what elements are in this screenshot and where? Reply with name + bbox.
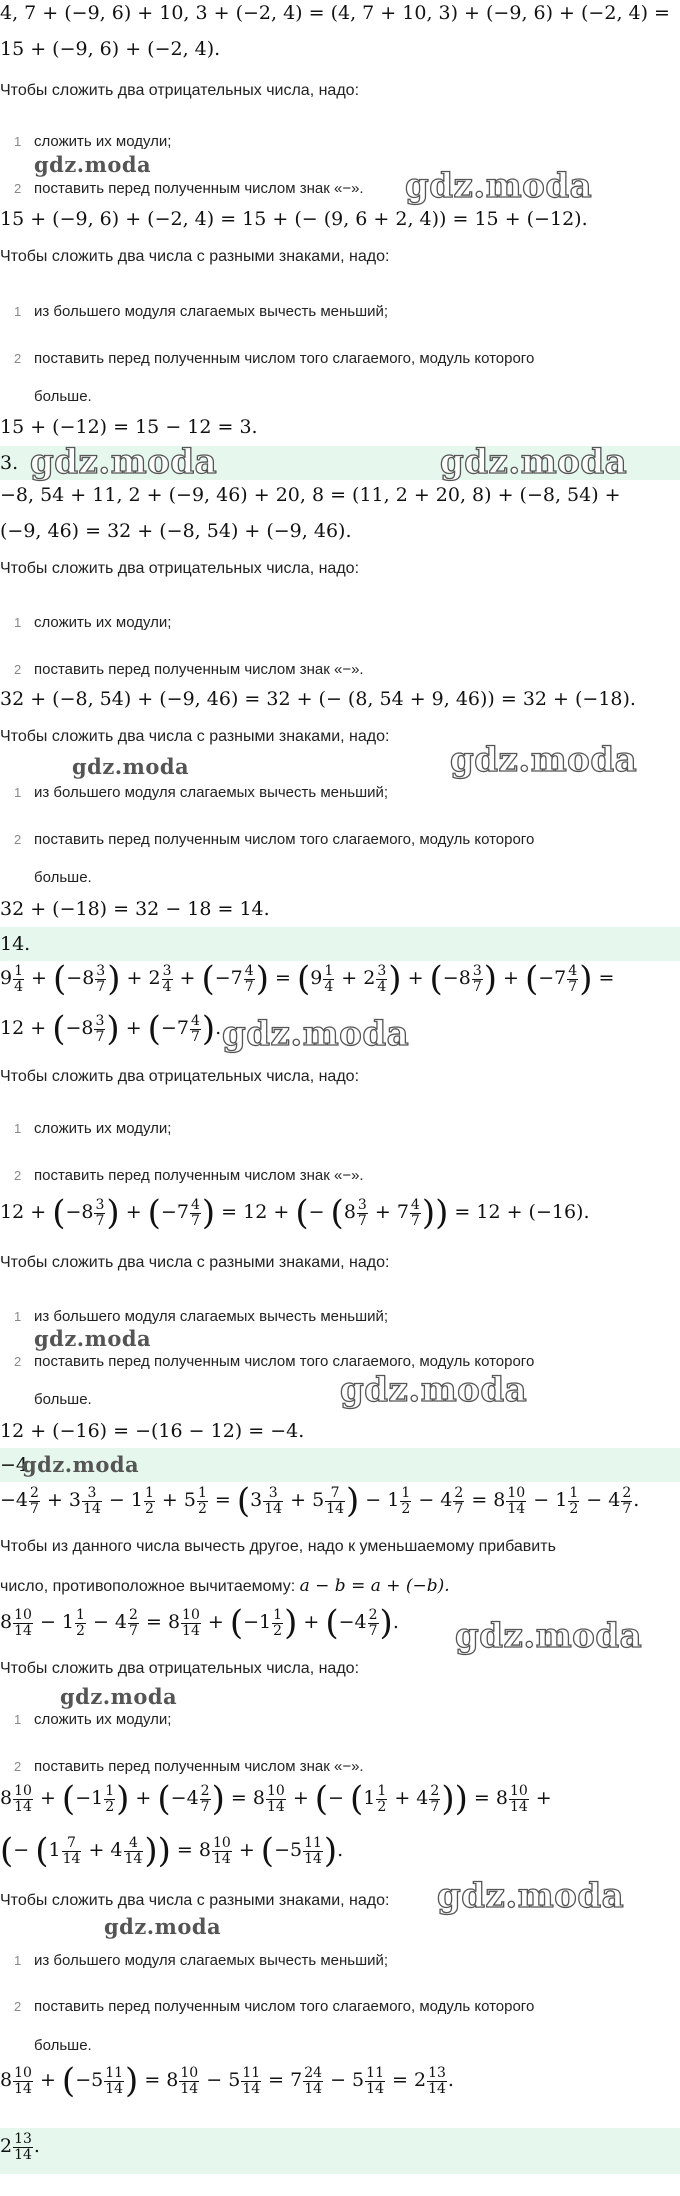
list-item: 1 из большего модуля слагаемых вычесть меньший;	[14, 303, 389, 320]
watermark: gdz.moda	[450, 740, 638, 780]
math-line: (− (1 $\frac{7}{14}$ + 4 $\frac{4}{14}$ )) = 8 $\frac{10}{14}$ + (−5 $\frac{11}{14}$ ).	[0, 1831, 344, 1871]
list-item: 1 из большего модуля слагаемых вычесть меньший;	[14, 1308, 389, 1325]
list-item: 2 поставить перед полученным числом того слагаемого, модуль которого	[14, 350, 535, 367]
list-item: 2 поставить перед полученным числом знак «−».	[14, 661, 364, 678]
list-item: 2 поставить перед полученным числом того слагаемого, модуль которого	[14, 1998, 535, 2015]
math-line: 12 + (−8 $\frac{3}{7}$ ) + (−7 $\frac{4}{7}$ ).	[0, 1009, 222, 1049]
list-item-continuation: больше.	[34, 1391, 92, 1408]
answer: −4	[0, 1454, 29, 1476]
watermark: gdz.moda	[30, 442, 218, 482]
watermark: gdz.moda	[72, 754, 190, 779]
list-item: 1 из большего модуля слагаемых вычесть меньший;	[14, 784, 389, 801]
math-line: (−9, 46) = 32 + (−8, 54) + (−9, 46).	[0, 520, 352, 542]
list-item: 2 поставить перед полученным числом знак «−».	[14, 180, 364, 197]
rule-text: число, противоположное вычитаемому: a − b = a + (−b).	[0, 1576, 450, 1596]
math-line: 8 $\frac{10}{14}$ − 1 $\frac{1}{2}$ − 4 $\frac{2}{7}$ = 8 $\frac{10}{14}$ + (−1 $\frac{1}{2}$ ) + (−4 $\frac{2}{7}$ ).	[0, 1603, 399, 1643]
watermark: gdz.moda	[455, 1616, 643, 1656]
rule-text: Чтобы сложить два числа с разными знаками, надо:	[0, 728, 390, 745]
watermark: gdz.moda	[104, 1914, 222, 1939]
answer-band	[0, 927, 680, 961]
list-item: 2 поставить перед полученным числом того слагаемого, модуль которого	[14, 831, 535, 848]
math-line: 32 + (−8, 54) + (−9, 46) = 32 + (− (8, 54 + 9, 46)) = 32 + (−18).	[0, 688, 636, 710]
watermark: gdz.moda	[22, 1452, 140, 1477]
math-line: 15 + (−12) = 15 − 12 = 3.	[0, 416, 258, 438]
math-line: −8, 54 + 11, 2 + (−9, 46) + 20, 8 = (11, 2 + 20, 8) + (−8, 54) +	[0, 484, 621, 506]
rule-text: Чтобы сложить два числа с разными знаками, надо:	[0, 248, 390, 265]
math-line: 15 + (−9, 6) + (−2, 4) = 15 + (− (9, 6 + 2, 4)) = 15 + (−12).	[0, 208, 588, 230]
watermark: gdz.moda	[222, 1014, 410, 1054]
list-item: 1 сложить их модули;	[14, 614, 172, 631]
rule-text: Чтобы сложить два отрицательных числа, надо:	[0, 82, 360, 99]
list-item: 1 сложить их модули;	[14, 133, 172, 150]
rule-text: Чтобы сложить два отрицательных числа, надо:	[0, 560, 360, 577]
math-line: 15 + (−9, 6) + (−2, 4).	[0, 38, 221, 60]
watermark: gdz.moda	[340, 1370, 528, 1410]
list-item-continuation: больше.	[34, 869, 92, 886]
list-item: 1 сложить их модули;	[14, 1120, 172, 1137]
list-item: 1 из большего модуля слагаемых вычесть меньший;	[14, 1952, 389, 1969]
answer-band	[0, 2128, 680, 2174]
math-line: −4 $\frac{2}{7}$ + 3 $\frac{3}{14}$ − 1 $\frac{1}{2}$ + 5 $\frac{1}{2}$ = (3 $\frac{3}{14}$ + 5 $\frac{7}{14}$ ) − 1 $\frac{1}{2}$ − 4 $\frac{2}{7}$ = 8 $\frac{10}{14}$ − 1 $\frac{1}{2}$ − 4 $\frac{2}{7}$ .	[0, 1481, 640, 1521]
rule-text: Чтобы сложить два числа с разными знаками, надо:	[0, 1892, 390, 1909]
watermark: gdz.moda	[60, 1684, 178, 1709]
list-item: 2 поставить перед полученным числом того слагаемого, модуль которого	[14, 1353, 535, 1370]
answer: 14.	[0, 933, 31, 955]
answer: 2 $\frac{13}{14}$ .	[0, 2131, 40, 2163]
math-line: 8 $\frac{10}{14}$ + (−5 $\frac{11}{14}$ ) = 8 $\frac{10}{14}$ − 5 $\frac{11}{14}$ = 7 $\frac{24}{14}$ − 5 $\frac{11}{14}$ = 2 $\frac{13}{14}$ .	[0, 2061, 454, 2101]
rule-text: Чтобы из данного числа вычесть другое, надо к уменьшаемому прибавить	[0, 1538, 556, 1555]
math-line: 12 + (−16) = −(16 − 12) = −4.	[0, 1420, 305, 1442]
math-line: 32 + (−18) = 32 − 18 = 14.	[0, 898, 270, 920]
rule-text: Чтобы сложить два отрицательных числа, надо:	[0, 1068, 360, 1085]
list-item: 2 поставить перед полученным числом знак «−».	[14, 1167, 364, 1184]
list-item-continuation: больше.	[34, 388, 92, 405]
rule-text: Чтобы сложить два числа с разными знаками, надо:	[0, 1254, 390, 1271]
watermark: gdz.moda	[34, 1326, 152, 1351]
rule-text: Чтобы сложить два отрицательных числа, надо:	[0, 1660, 360, 1677]
math-line: 9 $\frac{1}{4}$ + (−8 $\frac{3}{7}$ ) + 2 $\frac{3}{4}$ + (−7 $\frac{4}{7}$ ) = (9 $\frac{1}{4}$ + 2 $\frac{3}{4}$ ) + (−8 $\frac{3}{7}$ ) + (−7 $\frac{4}{7}$ ) =	[0, 959, 615, 999]
answer: 3.	[0, 452, 19, 474]
list-item-continuation: больше.	[34, 2037, 92, 2054]
math-line: 4, 7 + (−9, 6) + 10, 3 + (−2, 4) = (4, 7 + 10, 3) + (−9, 6) + (−2, 4) =	[0, 2, 670, 24]
watermark: gdz.moda	[405, 166, 593, 206]
list-item: 2 поставить перед полученным числом знак «−».	[14, 1758, 364, 1775]
list-item: 1 сложить их модули;	[14, 1711, 172, 1728]
watermark: gdz.moda	[437, 1876, 625, 1916]
watermark: gdz.moda	[440, 442, 628, 482]
math-line: 8 $\frac{10}{14}$ + (−1 $\frac{1}{2}$ ) + (−4 $\frac{2}{7}$ ) = 8 $\frac{10}{14}$ + (− (1 $\frac{1}{2}$ + 4 $\frac{2}{7}$ )) = 8 $\frac{10}{14}$ +	[0, 1779, 552, 1819]
math-line: 12 + (−8 $\frac{3}{7}$ ) + (−7 $\frac{4}{7}$ ) = 12 + (− (8 $\frac{3}{7}$ + 7 $\frac{4}{7}$ )) = 12 + (−16).	[0, 1193, 590, 1233]
watermark: gdz.moda	[34, 152, 152, 177]
